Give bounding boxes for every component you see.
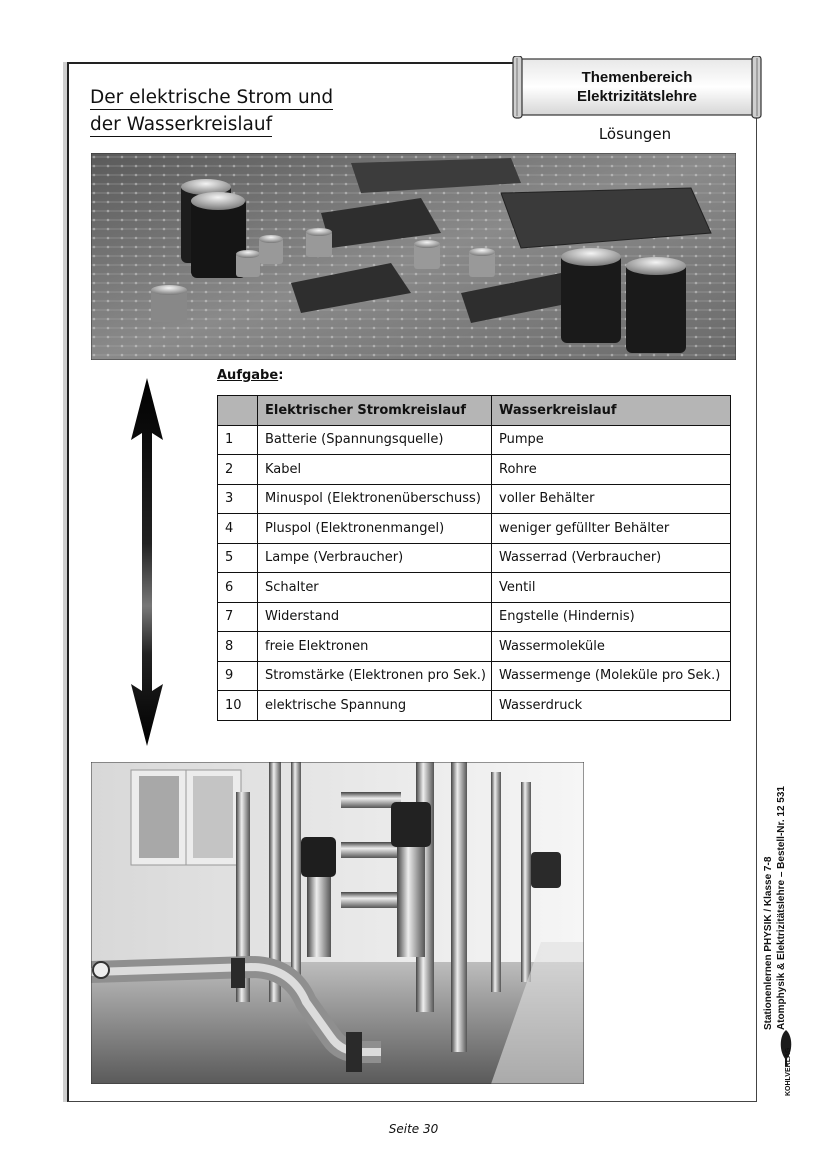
title-line-1: Der elektrische Strom und (90, 87, 334, 108)
table-header-cell: Elektrischer Stromkreislauf (258, 396, 492, 426)
table-cell: Minuspol (Elektronenüberschuss) (258, 484, 492, 514)
solutions-label: Lösungen (598, 125, 672, 143)
table-cell: Rohre (492, 455, 731, 485)
table-cell: 4 (218, 514, 258, 544)
table-cell: Batterie (Spannungsquelle) (258, 425, 492, 455)
table-cell: Lampe (Verbraucher) (258, 543, 492, 573)
table-cell: weniger gefüllter Behälter (492, 514, 731, 544)
page-number: Seite 30 (388, 1122, 439, 1136)
sidebar-line-1: Stationenlernen PHYSIK / Klasse 7-8 (763, 856, 774, 1030)
topic-line-2: Elektrizitätslehre (576, 88, 698, 105)
table-cell: 2 (218, 455, 258, 485)
table-row (218, 661, 731, 691)
table-cell: 8 (218, 632, 258, 662)
table-cell: 5 (218, 543, 258, 573)
double-arrow-icon (130, 378, 164, 750)
table-cell: Kabel (258, 455, 492, 485)
table-cell: 7 (218, 602, 258, 632)
publisher-logo (777, 1030, 795, 1102)
table-cell: Engstelle (Hindernis) (492, 602, 731, 632)
table-cell: voller Behälter (492, 484, 731, 514)
table-cell: 1 (218, 425, 258, 455)
table-cell: freie Elektronen (258, 632, 492, 662)
table-header-cell: Wasserkreislauf (492, 396, 731, 426)
page-title (90, 84, 333, 138)
logo-text: KOHLVERLAG (785, 1047, 792, 1096)
table-row (218, 632, 731, 662)
table-row (218, 484, 731, 514)
table-cell: Pumpe (492, 425, 731, 455)
table-row (218, 455, 731, 485)
publisher-sidebar (762, 710, 806, 1030)
table-cell: Pluspol (Elektronenmangel) (258, 514, 492, 544)
sidebar-line-2: Atomphysik & Elektrizitätslehre – Bestell-Nr. 12 531 (776, 786, 787, 1030)
circuit-board-photo (91, 153, 736, 360)
table-row (218, 425, 731, 455)
table-cell: 9 (218, 661, 258, 691)
table-cell: Stromstärke (Elektronen pro Sek.) (258, 661, 492, 691)
table-cell: Schalter (258, 573, 492, 603)
table-cell: Wasserdruck (492, 691, 731, 721)
kohl-verlag-logo-icon (777, 1030, 795, 1098)
table-cell: Wasserrad (Verbraucher) (492, 543, 731, 573)
table-header-cell (218, 396, 258, 426)
task-label: Aufgabe: (217, 368, 284, 383)
water-plant-image (91, 762, 584, 1084)
topic-line-1: Themenbereich (581, 69, 693, 86)
water-plant-photo (91, 762, 584, 1084)
table-cell: Widerstand (258, 602, 492, 632)
table-cell: 10 (218, 691, 258, 721)
table-cell: Wassermenge (Moleküle pro Sek.) (492, 661, 731, 691)
table-header-row (218, 396, 731, 426)
title-line-2: der Wasserkreislauf (90, 114, 273, 135)
topic-banner (512, 56, 762, 120)
table-cell: Wassermoleküle (492, 632, 731, 662)
table-row (218, 691, 731, 721)
table-row (218, 543, 731, 573)
circuit-board-image (91, 153, 736, 360)
table-row (218, 602, 731, 632)
table-row (218, 514, 731, 544)
table-cell: elektrische Spannung (258, 691, 492, 721)
table-cell: Ventil (492, 573, 731, 603)
table-row (218, 573, 731, 603)
comparison-table (217, 395, 731, 721)
table-cell: 3 (218, 484, 258, 514)
table-cell: 6 (218, 573, 258, 603)
